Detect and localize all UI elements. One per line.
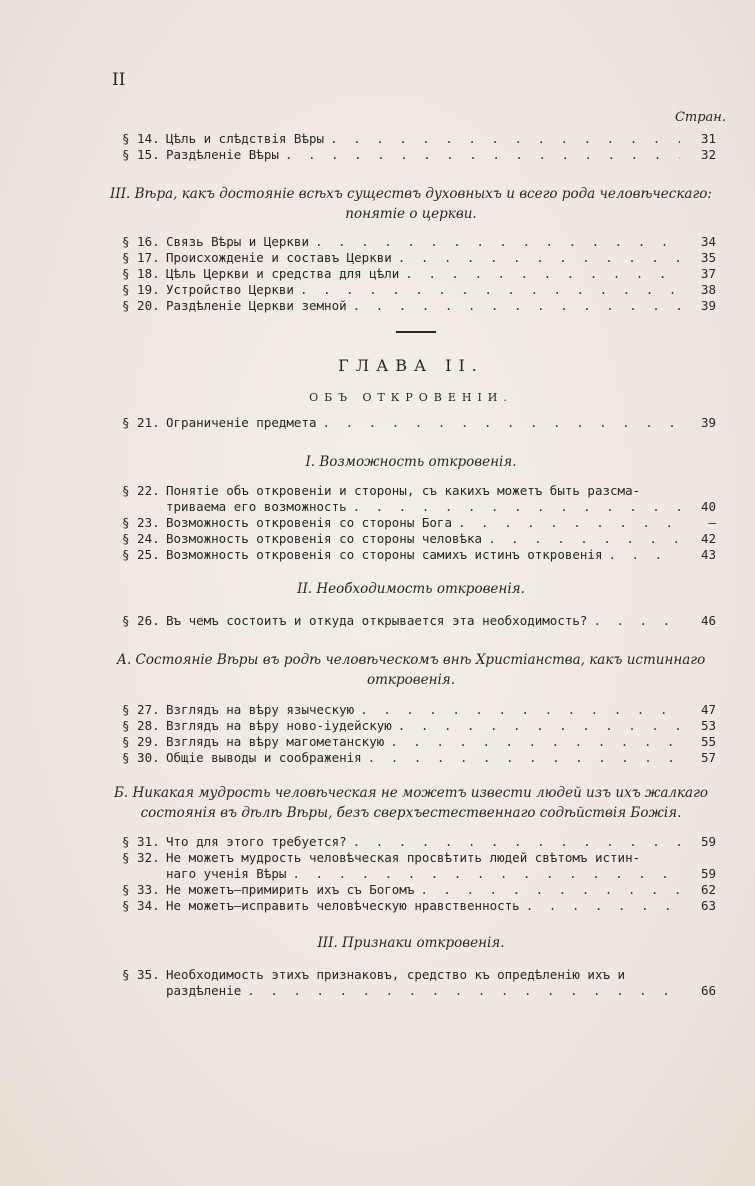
section-number: § 35. — [122, 967, 160, 982]
toc-entry — [122, 415, 716, 431]
dot-leader — [390, 734, 680, 750]
entry-title: Взглядъ на вѣру магометанскую — [166, 734, 385, 749]
entry-title-continued: наго ученія Вѣры — [166, 866, 287, 881]
heading-line: А. Состояніе Вѣры въ родѣ человѣческомъ внѣ Христіанства, какъ истиннаго — [116, 652, 706, 668]
entry-page: — — [708, 515, 716, 530]
toc-entry — [122, 882, 716, 898]
toc-entry-line — [122, 499, 716, 515]
section-number: § 15. — [122, 147, 160, 162]
toc-entry — [122, 734, 716, 750]
section-heading-a — [105, 650, 717, 690]
dot-leader — [285, 147, 680, 163]
entry-title: Взглядъ на вѣру ново-іудейскую — [166, 718, 392, 733]
toc-entry — [122, 718, 716, 734]
toc-entry — [122, 250, 716, 266]
dot-leader — [398, 718, 680, 734]
section-number: § 21. — [122, 415, 160, 430]
section-number: § 19. — [122, 282, 160, 297]
dot-leader — [360, 702, 680, 718]
entry-title: Возможность откровенія со стороны человѣка — [166, 531, 483, 546]
entry-page: 63 — [700, 898, 716, 913]
part-2-title: II. Необходимость откровенія. — [297, 581, 525, 597]
toc-group-4 — [122, 702, 716, 766]
toc-entry — [122, 266, 716, 282]
section-number: § 31. — [122, 834, 160, 849]
entry-title: Цѣль и слѣдствія Вѣры — [166, 131, 325, 146]
entry-title-continued: триваема его возможность — [166, 499, 347, 514]
entry-page: 39 — [700, 415, 716, 430]
entry-title: Что для этого требуется? — [166, 834, 347, 849]
toc-entry — [122, 298, 716, 314]
entry-page: 35 — [700, 250, 716, 265]
toc-group-5 — [122, 882, 716, 914]
toc-entry — [122, 131, 716, 147]
entry-page: 31 — [700, 131, 716, 146]
toc-entry-26 — [122, 613, 716, 629]
entry-title: Необходимость этихъ признаковъ, средство къ опредѣленію ихъ и — [166, 967, 626, 982]
dot-leader — [323, 415, 680, 431]
entry-title: Ограниченіе предмета — [166, 415, 317, 430]
toc-entry-line — [122, 483, 716, 499]
heading-line: состоянія въ дѣлѣ Вѣры, безъ сверхъестественнаго содѣйствія Божія. — [140, 805, 682, 821]
entry-page: 32 — [700, 147, 716, 162]
page-column-label: Стран. — [674, 110, 726, 125]
entry-page: 46 — [700, 613, 716, 628]
toc-entry — [122, 702, 716, 718]
entry-title-continued: раздѣленіе — [166, 983, 242, 998]
dot-leader — [353, 298, 680, 314]
page-number: II — [112, 70, 126, 90]
toc-group-1 — [122, 131, 716, 163]
entry-page: 34 — [700, 234, 716, 249]
section-heading-b — [105, 783, 717, 823]
toc-entry — [122, 547, 716, 563]
dot-leader — [330, 131, 680, 147]
toc-entry — [122, 898, 716, 914]
entry-title: Взглядъ на вѣру языческую — [166, 702, 355, 717]
toc-entry — [122, 147, 716, 163]
section-number: § 32. — [122, 850, 160, 865]
toc-group-2 — [122, 234, 716, 314]
section-number: § 14. — [122, 131, 160, 146]
heading-line: Б. Никакая мудрость человѣческая не можетъ извести людей изъ ихъ жалкаго — [113, 785, 709, 801]
entry-title: Понятіе объ откровеніи и стороны, съ какихъ можетъ быть разсма- — [166, 483, 641, 498]
entry-title: Не можетъ мудрость человѣческая просвѣтить людей свѣтомъ истин- — [166, 850, 641, 865]
entry-title: Связь Вѣры и Церкви — [166, 234, 309, 249]
dot-leader — [420, 882, 680, 898]
toc-entry-35 — [122, 967, 716, 999]
entry-page: 55 — [700, 734, 716, 749]
chapter-subtitle: ОБЪ ОТКРОВЕНІИ. — [309, 391, 513, 404]
entry-title: Раздѣленіе Вѣры — [166, 147, 279, 162]
entry-page: 59 — [700, 866, 716, 881]
dot-leader — [292, 866, 680, 882]
divider-rule — [396, 331, 436, 333]
section-heading-3 — [105, 184, 717, 224]
toc-entry-22 — [122, 483, 716, 515]
dot-leader — [398, 250, 680, 266]
section-number: § 18. — [122, 266, 160, 281]
toc-entry-line — [122, 866, 716, 882]
section-number: § 16. — [122, 234, 160, 249]
entry-page: 53 — [700, 718, 716, 733]
section-number: § 26. — [122, 613, 160, 628]
entry-title: Общіе выводы и соображенія — [166, 750, 362, 765]
entry-page: 59 — [700, 834, 716, 849]
toc-entry — [122, 834, 716, 850]
dot-leader — [300, 282, 680, 298]
entry-page: 62 — [700, 882, 716, 897]
dot-leader — [353, 834, 680, 850]
toc-entry-line — [122, 967, 716, 983]
dot-leader — [488, 531, 680, 547]
toc-entry — [122, 234, 716, 250]
section-number: § 30. — [122, 750, 160, 765]
entry-title: Возможность откровенія со стороны самихъ истинъ откровенія — [166, 547, 603, 562]
section-number: § 29. — [122, 734, 160, 749]
section-number: § 33. — [122, 882, 160, 897]
section-number: § 27. — [122, 702, 160, 717]
section-number: § 28. — [122, 718, 160, 733]
dot-leader — [526, 898, 680, 914]
dot-leader — [609, 547, 681, 563]
entry-title: Устройство Церкви — [166, 282, 294, 297]
entry-page: 39 — [700, 298, 716, 313]
entry-title: Возможность откровенія со стороны Бога — [166, 515, 452, 530]
entry-page: 66 — [700, 983, 716, 998]
toc-group-3 — [122, 515, 716, 563]
dot-leader — [458, 515, 680, 531]
toc-entry — [122, 531, 716, 547]
entry-title: Не можетъ—исправить человѣческую нравственность — [166, 898, 520, 913]
dot-leader — [353, 499, 680, 515]
entry-page: 38 — [700, 282, 716, 297]
heading-line: понятіе о церкви. — [345, 206, 477, 222]
dot-leader — [247, 983, 680, 999]
heading-line: III. Вѣра, какъ достояніе всѣхъ существъ духовныхъ и всего рода человѣческаго: — [110, 186, 712, 202]
entry-page: 57 — [700, 750, 716, 765]
toc-entry — [122, 282, 716, 298]
toc-entry — [122, 515, 716, 531]
toc-entry-21 — [122, 415, 716, 431]
section-number: § 23. — [122, 515, 160, 530]
entry-title: Происхожденіе и составъ Церкви — [166, 250, 392, 265]
entry-page: 43 — [700, 547, 716, 562]
entry-title: Раздѣленіе Церкви земной — [166, 298, 347, 313]
entry-title: Въ чемъ состоитъ и откуда открывается эта необходимость? — [166, 613, 588, 628]
section-number: § 24. — [122, 531, 160, 546]
toc-entry-line — [122, 983, 716, 999]
section-number: § 25. — [122, 547, 160, 562]
toc-entry-32 — [122, 850, 716, 882]
chapter-title: ГЛАВА II. — [338, 356, 484, 375]
entry-page: 40 — [700, 499, 716, 514]
entry-page: 42 — [700, 531, 716, 546]
entry-title: Не можетъ—примирить ихъ съ Богомъ — [166, 882, 415, 897]
dot-leader — [315, 234, 680, 250]
part-1-title: I. Возможность откровенія. — [305, 454, 517, 470]
entry-page: 47 — [700, 702, 716, 717]
toc-entry — [122, 750, 716, 766]
dot-leader — [593, 613, 680, 629]
dot-leader — [368, 750, 680, 766]
toc-entry-31 — [122, 834, 716, 850]
section-number: § 34. — [122, 898, 160, 913]
heading-line: откровенія. — [366, 672, 456, 688]
entry-page: 37 — [700, 266, 716, 281]
section-number: § 17. — [122, 250, 160, 265]
section-number: § 22. — [122, 483, 160, 498]
dot-leader — [405, 266, 680, 282]
entry-title: Цѣль Церкви и средства для цѣли — [166, 266, 400, 281]
part-3-title: III. Признаки откровенія. — [317, 935, 505, 951]
section-number: § 20. — [122, 298, 160, 313]
toc-entry — [122, 613, 716, 629]
toc-entry-line — [122, 850, 716, 866]
